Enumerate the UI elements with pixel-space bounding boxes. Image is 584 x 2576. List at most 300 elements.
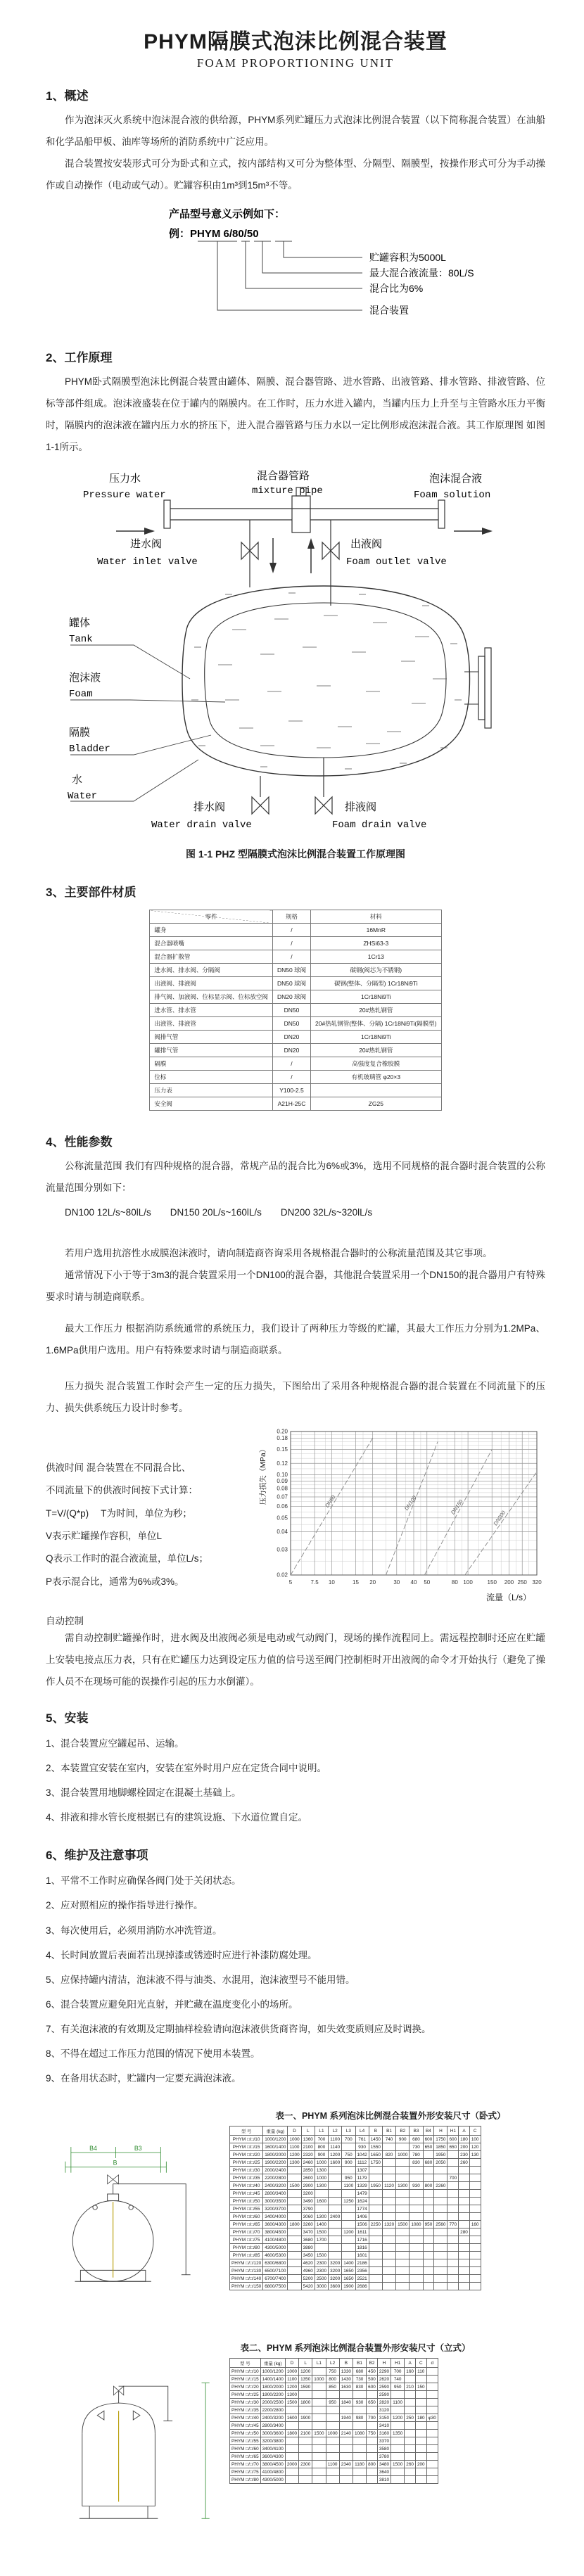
column-header: B [339,2359,353,2368]
table-cell [415,2468,426,2476]
x-tick-label: 150 [487,1579,497,1586]
table-cell: 1900 [299,2414,312,2422]
table-cell: 4600/5300 [263,2252,288,2259]
table-cell: 1300 [396,2182,410,2190]
table-cell: 500 [367,2376,378,2383]
y-tick-label: 0.02 [277,1571,288,1579]
table-row [150,1004,441,1017]
column-header: 重量 (kg) [263,2127,288,2136]
table-cell: 450 [367,2368,378,2376]
column-header: D [288,2127,301,2136]
table-cell [459,2174,470,2182]
table-cell [423,2244,434,2252]
table-cell [299,2422,312,2430]
table-row [230,2259,481,2267]
table-cell [469,2275,481,2283]
table-cell [434,2205,447,2213]
table-cell [396,2275,410,2283]
table-cell [288,2198,301,2205]
table-cell: 2560 [434,2221,447,2229]
x-tick-label: 5 [288,1579,293,1586]
table-cell [459,2267,470,2275]
list-item: 9、在备用状态时，贮罐内一定要充满泡沫液。 [46,2073,241,2084]
table-cell: / [272,937,310,950]
table-cell: 1600 [329,2159,342,2167]
table-cell [423,2275,434,2283]
table-row [150,937,441,950]
list-item: 1、混合装置应空罐起吊、运输。 [46,1737,184,1749]
table-cell: 3200 [329,2259,342,2267]
table-cell: PHYM □/□/120 [230,2259,263,2267]
valve-symbols-bottom [252,797,332,814]
table-cell [410,2190,423,2198]
table-cell [396,2159,410,2167]
table-cell: 2300 [315,2267,328,2275]
table-cell: 761 [355,2136,369,2143]
column-header: H [434,2127,447,2136]
table-cell [353,2445,366,2453]
column-header: D [285,2359,298,2368]
table-cell [382,2213,395,2221]
table-cell [312,2445,326,2453]
table-cell [339,2422,353,2430]
table-cell [353,2468,366,2476]
table-cell [285,2437,298,2445]
table-cell: 3600/4300 [263,2221,288,2229]
table-cell: 820 [382,2151,395,2159]
table-cell [434,2275,447,2283]
table-cell [288,2267,301,2275]
list-item: 4、长时间放置后表面若出现掉漆或锈迹时应进行补漆防腐处理。 [46,1949,317,1960]
table-cell: 1500 [312,2430,326,2437]
table-cell: 4100/4800 [263,2236,288,2244]
table-cell [285,2422,298,2430]
table-cell: / [272,924,310,937]
table-cell [288,2213,301,2221]
table-cell [342,2143,355,2151]
table-cell [288,2229,301,2236]
column-header: C [469,2127,481,2136]
table-row [230,2445,438,2453]
table-cell: 1000 [285,2368,298,2376]
table-cell [367,2476,378,2484]
table-cell: 180 [459,2136,470,2143]
table-cell: 1940 [339,2414,353,2422]
table-row [230,2159,481,2167]
table-cell: 2900 [301,2182,315,2190]
table-cell: 900 [315,2151,328,2159]
table-cell: PHYM □/□/80 [230,2476,261,2484]
table-cell: 3150 [377,2414,391,2422]
table-cell: 1200 [391,2414,405,2422]
auto-control-heading: 自动控制 [46,1615,84,1626]
table-cell [447,2151,459,2159]
table-cell: 20#热轧钢管 [311,1004,442,1017]
table-cell: 950 [342,2174,355,2182]
table-cell: 3480 [377,2461,391,2468]
table-cell [382,2275,395,2283]
list-item: 7、有关泡沫液的有效期及定期抽样检验请向泡沫液供货商咨询，如失效变质则应及时调换。 [46,2023,431,2034]
table-cell [312,2422,326,2430]
section-4-paragraph: 压力损失 混合装置工作时会产生一定的压力损失，下图给出了采用各种规格混合器的混合装置在不同流量下的压力、损失供系统压力设计时参考。 [46,1380,545,1413]
table-cell [426,2383,438,2391]
table-cell: 1200 [299,2368,312,2376]
water-inlet-valve-label-en: Water inlet valve [97,556,198,568]
column-header: L [301,2127,315,2136]
table-cell: 730 [410,2143,423,2151]
table-cell [391,2453,405,2461]
x-tick-label: 10 [328,1579,335,1586]
table-cell: 1590 [299,2383,312,2391]
table-cell [396,2174,410,2182]
table-cell: 3200 [329,2267,342,2275]
table-cell: 1500 [288,2182,301,2190]
table-cell [423,2267,434,2275]
table-row [230,2283,481,2290]
table-cell: 700 [367,2414,378,2422]
table-cell [396,2167,410,2174]
table-cell [447,2159,459,2167]
table-cell: / [272,1057,310,1071]
table-cell [391,2437,405,2445]
table-cell [312,2476,326,2484]
table-cell: PHYM □/□/10 [230,2368,261,2376]
table-cell [426,2430,438,2437]
table-cell: 5420 [301,2283,315,2290]
table-cell: 700 [391,2368,405,2376]
table-cell [312,2399,326,2406]
table-cell [342,2221,355,2229]
table-cell: 650 [423,2143,434,2151]
table-row [230,2275,481,2283]
table-cell [469,2283,481,2290]
table-cell: 260 [405,2461,416,2468]
list-item: P表示混合比，通常为6%或3%。 [46,1576,184,1587]
table-cell [426,2406,438,2414]
table-cell: 1112 [355,2159,369,2167]
table-cell [434,2229,447,2236]
table-cell [405,2376,416,2383]
table-cell [396,2190,410,2198]
table-cell [382,2244,395,2252]
table-row [150,1017,441,1031]
list-item: 2、应对照相应的操作指导进行操作。 [46,1900,203,1911]
table-cell: 1100 [329,2136,342,2143]
table-cell: 850 [326,2383,339,2391]
table-cell: 3000/3600 [260,2430,285,2437]
section-6-heading: 6、维护及注意事项 [46,1849,148,1863]
table-cell: 1750 [434,2136,447,2143]
table-cell: 1950 [434,2151,447,2159]
table-cell [312,2453,326,2461]
table-cell: 800 [326,2376,339,2383]
table-cell [329,2190,342,2198]
table-cell: 800 [367,2461,378,2468]
table-cell [423,2167,434,2174]
table-cell: 1100 [288,2143,301,2151]
table-cell: 3450 [301,2252,315,2259]
table-cell: 1700 [315,2236,328,2244]
table-cell [405,2422,416,2430]
table-cell: DN50 球阀 [272,977,310,990]
table-header-row [150,910,441,924]
foam-solution-label-en: Foam solution [414,490,491,502]
table-cell [459,2244,470,2252]
dim-b-label: B [113,2159,118,2167]
nominal-flow-ranges: DN100 12L/s~80lL/s DN150 20L/s~160lL/s DN200 32L/s~320lL/s [65,1207,373,1218]
table-cell: 2521 [355,2275,369,2283]
table-cell: 1400 [315,2221,328,2229]
table-cell: PHYM □/□/40 [230,2414,261,2422]
table-cell: 1600/1400 [263,2143,288,2151]
table-cell: 280 [459,2229,470,2236]
table-cell [459,2190,470,2198]
table-cell [315,2205,328,2213]
table-cell: 混合器喷嘴 [150,937,273,950]
table-cell [382,2236,395,2244]
table1-caption: 表一、PHYM 系列泡沫比例混合装置外形安装尺寸（卧式） [275,2111,506,2122]
table-cell: 110 [415,2368,426,2376]
table-cell [410,2283,423,2290]
table-cell [426,2468,438,2476]
table-cell [369,2174,382,2182]
column-header: d [426,2359,438,2368]
table-cell [410,2213,423,2221]
table-cell: 1650 [369,2151,382,2159]
table-cell: 2320 [301,2151,315,2159]
column-header: L2 [329,2127,342,2136]
table-cell [367,2391,378,2399]
table-cell: φ30 [426,2414,438,2422]
tank-shapes [182,586,491,797]
table-row [230,2453,438,2461]
y-tick-label: 0.08 [277,1485,288,1492]
column-header: L4 [355,2127,369,2136]
mixture-pipe-label-cn: 混合器管路 [257,470,310,483]
table-cell [410,2275,423,2283]
table-cell: ZHSi63-3 [311,937,442,950]
table-cell [447,2236,459,2244]
table-cell [434,2167,447,2174]
table-cell [288,2244,301,2252]
table-cell: PHYM □/□/35 [230,2174,263,2182]
table-cell: 650 [367,2399,378,2406]
table-cell [405,2453,416,2461]
table-cell: 碳钢(阀芯为不锈钢) [311,964,442,977]
table-cell: 1650 [342,2275,355,2283]
table-cell: 1Cr18Ni9Ti [311,1031,442,1044]
table-cell: 160 [469,2221,481,2229]
model-intro: 产品型号意义示例如下： [169,208,286,221]
table-cell: 1200 [285,2383,298,2391]
table-cell [434,2259,447,2267]
table-cell [382,2198,395,2205]
table-cell [382,2259,395,2267]
table-cell: 1Cr13 [311,950,442,964]
table-cell: PHYM □/□/25 [230,2159,263,2167]
table-header-row [230,2127,481,2136]
table-cell: 高强度复合橡胶膜 [311,1057,442,1071]
table-cell: 1100 [342,2182,355,2190]
table-cell: 740 [391,2376,405,2383]
section-2-heading: 2、工作原理 [46,351,113,365]
table-cell [369,2198,382,2205]
water-label-en: Water [68,791,98,803]
page-subtitle: FOAM PROPORTIONING UNIT [196,56,395,70]
table-cell: 3410 [377,2422,391,2430]
auto-control-paragraph: 需自动控制贮罐操作时，进水阀及出液阀必须是电动或气动阀门，现场的操作流程同上。需远程控制时还应在贮罐上安装电接点压力表，只有在贮罐压力达到设定压力值的信号送至阀门控制柜时开出液阀的命令才开始执行（避免了操作人员不在现场可能的误操作引起的压力水倒灌）。 [46,1632,545,1687]
table-cell: 碳钢(整体、分隔型) 1Cr18Ni9Ti [311,977,442,990]
table-cell [426,2376,438,2383]
list-item: 2、本装置宜安装在室内，安装在室外时用户应在定货合同中说明。 [46,1763,327,1774]
table-cell [367,2445,378,2453]
table-cell: PHYM □/□/55 [230,2437,261,2445]
x-tick-label: 100 [463,1579,473,1586]
table-row [150,964,441,977]
table-cell: 1180 [353,2461,366,2468]
supply-time-block [46,1424,257,1593]
table-cell [434,2267,447,2275]
table-cell [285,2445,298,2453]
table-cell: 2186 [355,2259,369,2267]
table-row [150,1057,441,1071]
table-cell [410,2167,423,2174]
column-header: A [405,2359,416,2368]
column-header: 重量 (kg) [260,2359,285,2368]
x-tick-label: 320 [532,1579,542,1586]
table-cell [469,2244,481,2252]
water-drain-valve-label-cn: 排水阀 [193,801,226,814]
column-header: C [415,2359,426,2368]
table-row [230,2174,481,2182]
table-cell: 1900 [342,2283,355,2290]
table-cell: 780 [410,2151,423,2159]
table-cell [447,2190,459,2198]
table-cell: 1307 [355,2167,369,2174]
table-cell: 3790 [301,2205,315,2213]
table-cell: 2340 [339,2461,353,2468]
table-cell: 830 [410,2159,423,2167]
vertical-tank-drawing [46,2358,225,2548]
table-cell [469,2182,481,2190]
table-cell: 1500 [391,2461,405,2468]
y-axis-label: 压力损失（MPa） [259,1445,267,1505]
y-tick-label: 0.18 [277,1434,288,1441]
column-header: B1 [353,2359,366,2368]
table-cell [326,2453,339,2461]
table-cell: 800 [423,2182,434,2190]
table-row [230,2383,438,2391]
x-tick-label: 15 [353,1579,359,1586]
table-row [230,2229,481,2236]
table-cell: Y100-2.5 [272,1084,310,1097]
table-cell [459,2275,470,2283]
table-cell [369,2236,382,2244]
table-cell: 700 [342,2136,355,2143]
table-cell: 130 [469,2151,481,2159]
table-cell: 6800/7500 [263,2283,288,2290]
table-cell: 进水阀、排水阀、分隔阀 [150,964,273,977]
table-cell: 950 [326,2399,339,2406]
table-cell [391,2445,405,2453]
table-cell [382,2167,395,2174]
table-cell [447,2198,459,2205]
table-cell: PHYM □/□/65 [230,2453,261,2461]
table-cell: PHYM □/□/50 [230,2198,263,2205]
table-cell [423,2198,434,2205]
table-cell [339,2445,353,2453]
table-cell [469,2167,481,2174]
table-cell: 2400/3200 [260,2414,285,2422]
table-cell: 2260 [434,2182,447,2190]
table-row [230,2399,438,2406]
table-row [230,2151,481,2159]
table-cell: 2050 [434,2159,447,2167]
table-cell: 1500 [315,2229,328,2236]
pressure-loss-chart [257,1424,545,1606]
x-tick-label: 40 [410,1579,417,1586]
table-cell: PHYM □/□/50 [230,2430,261,2437]
top-valve-symbol [108,2175,119,2184]
table-cell [326,2414,339,2422]
table-cell: 2500 [315,2275,328,2283]
table-cell: 1800 [299,2399,312,2406]
table-cell [459,2283,470,2290]
table-cell [315,2244,328,2252]
table-cell [396,2244,410,2252]
table-cell: 1200 [342,2229,355,2236]
table-cell [312,2368,326,2376]
table-cell: 1000 [312,2376,326,2383]
table-row [230,2182,481,2190]
table1-row [46,2126,545,2323]
column-header: H [377,2359,391,2368]
table-cell: 阀排气管 [150,1031,273,1044]
tank-label-cn: 罐体 [69,617,91,630]
table-cell: 4300/5000 [260,2476,285,2484]
table-cell: PHYM □/□/30 [230,2399,261,2406]
series-label: DN80 [324,1493,337,1509]
table-cell [382,2205,395,2213]
table-cell [382,2283,395,2290]
table-cell [405,2406,416,2414]
x-axis-label: 流量（L/s） [485,1592,532,1602]
table-cell [312,2437,326,2445]
table-cell [342,2252,355,2259]
table-row [150,977,441,990]
table-cell: 3000 [315,2283,328,2290]
table-cell: 100 [469,2136,481,2143]
table-cell: 1320 [382,2221,395,2229]
model-callout-lines [198,241,362,310]
table-cell: 2000/2500 [260,2399,285,2406]
table-cell [382,2159,395,2167]
table-cell [434,2174,447,2182]
list-item: 3、混合装置用地脚螺栓固定在混凝土基础上。 [46,1787,241,1799]
working-principle-diagram [49,468,542,834]
table-cell: PHYM □/□/40 [230,2182,263,2190]
table-row [230,2136,481,2143]
table-cell: 2800/3400 [260,2422,285,2430]
maintenance-list [46,1868,545,2091]
column-header: L2 [326,2359,339,2368]
table-cell: PHYM □/□/55 [230,2205,263,2213]
list-item: 供液时间 混合装置在不同混合比、 [46,1462,191,1473]
table-cell [299,2445,312,2453]
table-row [150,950,441,964]
table-cell [396,2229,410,2236]
table-cell [312,2461,326,2468]
